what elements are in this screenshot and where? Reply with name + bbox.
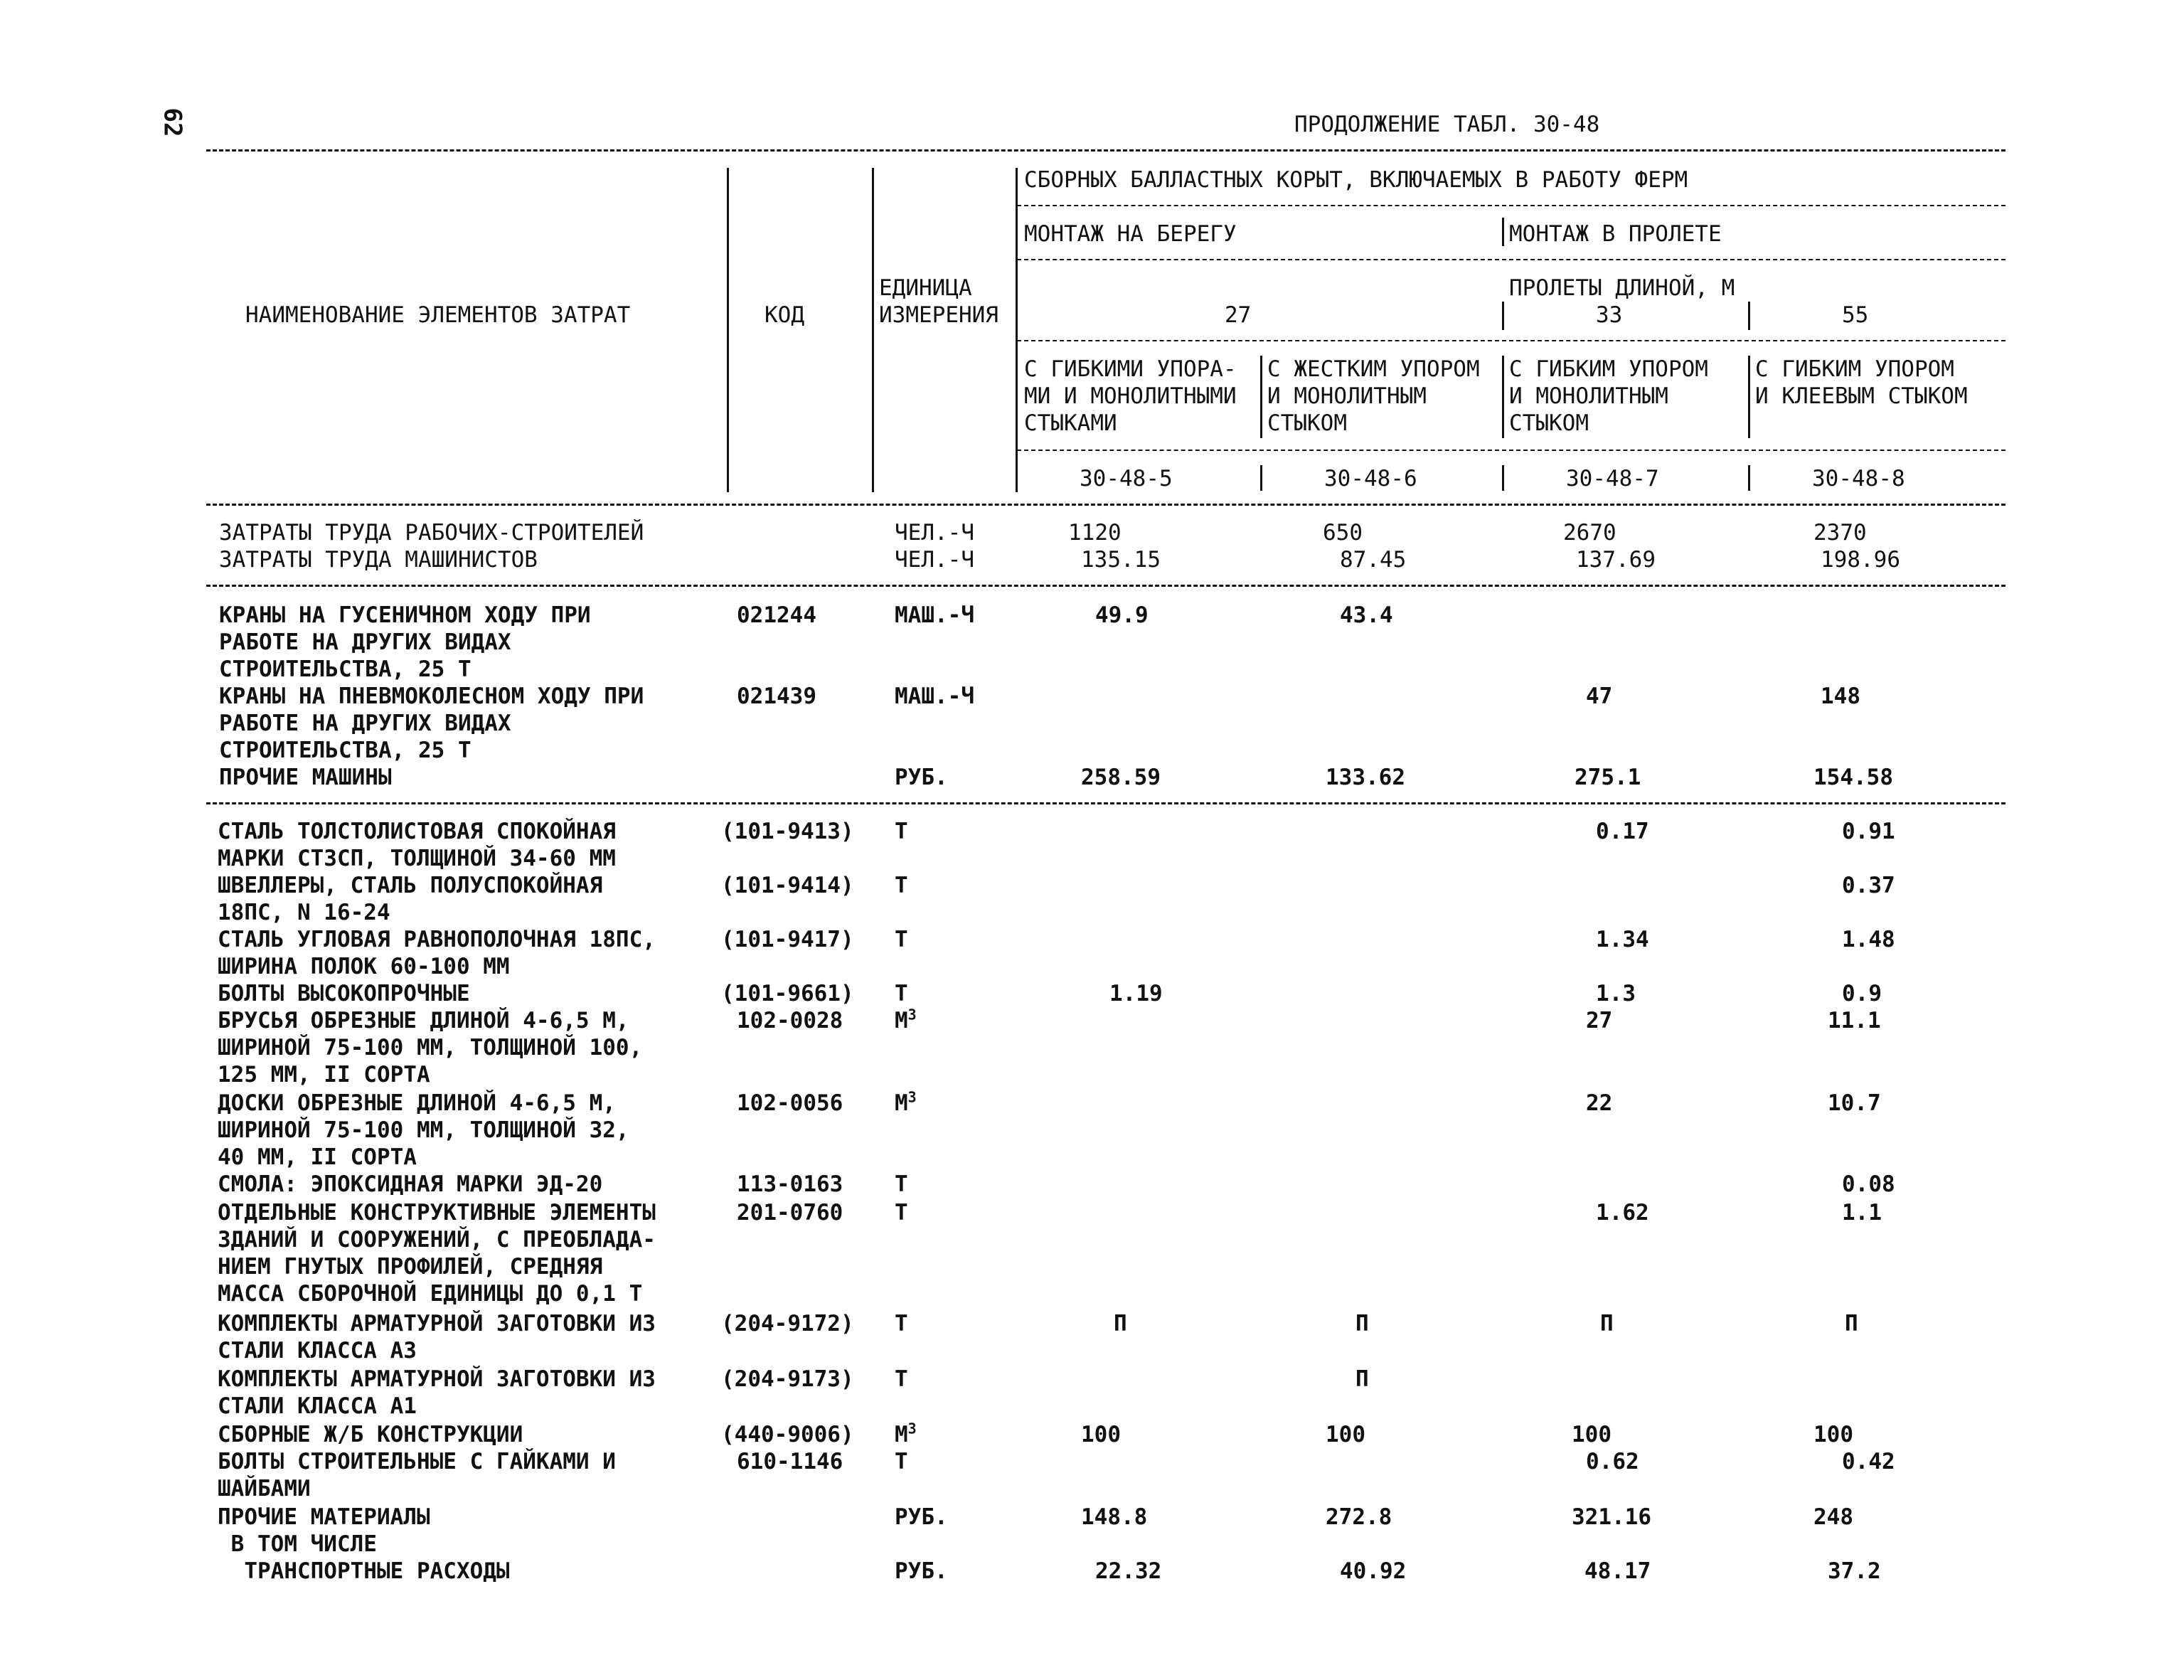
row-code: 102-0028: [737, 1008, 843, 1033]
variant-4-line-2: И КЛЕЕВЫМ СТЫКОМ: [1755, 383, 1968, 409]
row-name-line-2: ШИРИНА ПОЛОК 60-100 ММ: [218, 954, 510, 979]
row-value-2: 133.62: [1326, 765, 1405, 790]
row-value-1: 1.19: [1109, 981, 1163, 1006]
row-name-line-1: КРАНЫ НА ПНЕВМОКОЛЕСНОМ ХОДУ ПРИ: [219, 684, 644, 709]
variant-2-line-1: С ЖЕСТКИМ УПОРОМ: [1267, 356, 1480, 382]
row-value-1: 258.59: [1081, 765, 1161, 790]
row-value-4: 0.91: [1842, 819, 1895, 844]
row-value-3: 27: [1586, 1008, 1613, 1033]
machines-bottom-rule: [206, 802, 2005, 804]
row-value-1: 22.32: [1095, 1558, 1162, 1584]
row-unit: $М^3$: [895, 1420, 917, 1447]
row-name-line-2: В ТОМ ЧИСЛЕ: [218, 1531, 377, 1557]
labor-bottom-rule: [206, 585, 2005, 587]
row-name-line-1: БРУСЬЯ ОБРЕЗНЫЕ ДЛИНОЙ 4-6,5 М,: [218, 1008, 629, 1033]
row-value-3: 100: [1572, 1422, 1612, 1447]
row-name-line-1: ШВЕЛЛЕРЫ, СТАЛЬ ПОЛУСПОКОЙНАЯ: [218, 873, 603, 898]
divider-code-1-2: [1260, 465, 1262, 491]
row-name-line-2: МАРКИ СТ3СП, ТОЛЩИНОЙ 34-60 ММ: [218, 846, 616, 871]
col-code-3: 30-48-7: [1566, 466, 1659, 491]
row-unit: Т: [895, 1449, 908, 1474]
header-unit-col-1: ЕДИНИЦА: [879, 275, 972, 301]
divider-code-3-4: [1748, 465, 1750, 491]
divider-variant-1-2: [1260, 356, 1262, 438]
row-name-line-2: РАБОТЕ НА ДРУГИХ ВИДАХ: [219, 629, 511, 655]
variant-1-line-1: С ГИБКИМИ УПОРА-: [1024, 356, 1237, 382]
row-value-4: 148: [1821, 684, 1860, 709]
row-value-1: П: [1114, 1311, 1127, 1336]
row-value-3: 137.69: [1576, 547, 1656, 573]
row-code: (101-9417): [721, 927, 854, 952]
row-name: ТРАНСПОРТНЫЕ РАСХОДЫ: [218, 1558, 510, 1584]
table-title: ПРОДОЛЖЕНИЕ ТАБЛ. 30-48: [1294, 112, 1600, 137]
row-unit: МАШ.-Ч: [895, 684, 974, 709]
row-unit: Т: [895, 1366, 908, 1392]
row-unit: МАШ.-Ч: [895, 602, 974, 628]
row-name-line-3: 40 ММ, II СОРТА: [218, 1144, 417, 1170]
row-value-4: 1.1: [1842, 1200, 1882, 1226]
row-code: 021439: [737, 684, 816, 709]
row-code: (204-9173): [721, 1366, 854, 1392]
row-unit: РУБ.: [895, 765, 948, 790]
row-value-4: 0.9: [1842, 981, 1882, 1006]
divider-name-code: [727, 168, 729, 492]
variant-2-line-2: И МОНОЛИТНЫМ: [1267, 383, 1427, 409]
row-value-3: 1.3: [1596, 981, 1636, 1006]
row-value-1: 100: [1081, 1422, 1121, 1447]
variant-4-line-1: С ГИБКИМ УПОРОМ: [1755, 356, 1954, 382]
row-name-line-2: РАБОТЕ НА ДРУГИХ ВИДАХ: [219, 711, 511, 736]
row-name-line-1: КОМПЛЕКТЫ АРМАТУРНОЙ ЗАГОТОВКИ ИЗ: [218, 1311, 656, 1336]
header-rule-2: [1017, 259, 2005, 260]
header-len-55: 55: [1842, 302, 1869, 328]
header-len-27: 27: [1225, 302, 1252, 328]
col-code-4: 30-48-8: [1812, 466, 1905, 491]
row-name-line-1: ДОСКИ ОБРЕЗНЫЕ ДЛИНОЙ 4-6,5 М,: [218, 1090, 616, 1116]
row-name-line-1: СТАЛЬ ТОЛСТОЛИСТОВАЯ СПОКОЙНАЯ: [218, 819, 616, 844]
row-value-3: 0.17: [1596, 819, 1649, 844]
row-value-3: 22: [1586, 1090, 1613, 1116]
variant-1-line-3: СТЫКАМИ: [1024, 410, 1117, 436]
variant-2-line-3: СТЫКОМ: [1267, 410, 1347, 436]
row-name: СМОЛА: ЭПОКСИДНАЯ МАРКИ ЭД-20: [218, 1171, 603, 1197]
row-name-line-2: ШАЙБАМИ: [218, 1476, 311, 1501]
row-code: 021244: [737, 602, 816, 628]
variant-1-line-2: МИ И МОНОЛИТНЫМИ: [1024, 383, 1237, 409]
row-value-2: П: [1355, 1366, 1369, 1392]
row-value-4: 11.1: [1828, 1008, 1881, 1033]
divider-shore-span: [1502, 218, 1504, 246]
row-unit: Т: [895, 819, 908, 844]
row-unit: Т: [895, 1171, 908, 1197]
row-value-3: 1.34: [1596, 927, 1649, 952]
row-value-4: 154.58: [1813, 765, 1893, 790]
row-name-line-1: ПРОЧИЕ МАТЕРИАЛЫ: [218, 1504, 430, 1530]
row-value-4: 0.37: [1842, 873, 1895, 898]
row-value-1: 1120: [1068, 520, 1122, 546]
row-name: СБОРНЫЕ Ж/Б КОНСТРУКЦИИ: [218, 1422, 523, 1447]
row-value-2: 40.92: [1340, 1558, 1407, 1584]
row-name-line-1: ОТДЕЛЬНЫЕ КОНСТРУКТИВНЫЕ ЭЛЕМЕНТЫ: [218, 1200, 656, 1226]
row-name-line-2: ЗДАНИЙ И СООРУЖЕНИЙ, С ПРЕОБЛАДА-: [218, 1227, 656, 1253]
row-value-1: 49.9: [1095, 602, 1149, 628]
row-value-2: 43.4: [1340, 602, 1393, 628]
row-name: БОЛТЫ ВЫСОКОПРОЧНЫЕ: [218, 981, 470, 1006]
row-name-line-1: БОЛТЫ СТРОИТЕЛЬНЫЕ С ГАЙКАМИ И: [218, 1449, 616, 1474]
row-name-line-3: СТРОИТЕЛЬСТВА, 25 Т: [219, 656, 472, 682]
row-code: (101-9413): [721, 819, 854, 844]
row-code: 201-0760: [737, 1200, 843, 1226]
variant-3-line-3: СТЫКОМ: [1509, 410, 1589, 436]
row-value-3: 47: [1586, 684, 1613, 709]
row-unit: ЧЕЛ.-Ч: [895, 547, 974, 573]
row-value-3: 2670: [1563, 520, 1616, 546]
row-value-2: 100: [1326, 1422, 1365, 1447]
row-name-line-2: СТАЛИ КЛАССА А3: [218, 1338, 417, 1363]
header-unit-col-2: ИЗМЕРЕНИЯ: [879, 302, 998, 328]
row-value-3: 321.16: [1572, 1504, 1651, 1530]
row-value-3: 0.62: [1586, 1449, 1639, 1474]
row-name-line-1: КРАНЫ НА ГУСЕНИЧНОМ ХОДУ ПРИ: [219, 602, 591, 628]
row-value-4: 37.2: [1828, 1558, 1881, 1584]
row-name: ПРОЧИЕ МАШИНЫ: [219, 765, 392, 790]
row-name-line-2: ШИРИНОЙ 75-100 ММ, ТОЛЩИНОЙ 100,: [218, 1035, 643, 1060]
row-code: 610-1146: [737, 1449, 843, 1474]
header-shore: МОНТАЖ НА БЕРЕГУ: [1024, 221, 1237, 247]
divider-33-55: [1748, 302, 1750, 330]
row-value-1: 148.8: [1081, 1504, 1148, 1530]
row-unit: Т: [895, 1311, 908, 1336]
variant-3-line-2: И МОНОЛИТНЫМ: [1509, 383, 1668, 409]
header-span-lengths: ПРОЛЕТЫ ДЛИНОЙ, М: [1509, 275, 1735, 301]
divider-variant-2-3: [1502, 356, 1504, 438]
header-rule-3: [1017, 340, 2005, 341]
row-code: (440-9006): [721, 1422, 854, 1447]
row-value-3: П: [1600, 1311, 1614, 1336]
row-name-line-3: СТРОИТЕЛЬСТВА, 25 Т: [219, 738, 472, 763]
row-unit: Т: [895, 1200, 908, 1226]
divider-variant-3-4: [1748, 356, 1750, 438]
page-number: 62: [158, 107, 187, 137]
row-code: 102-0056: [737, 1090, 843, 1116]
divider-27-33: [1502, 302, 1504, 330]
row-unit: Т: [895, 927, 908, 952]
row-unit: РУБ.: [895, 1558, 948, 1584]
divider-unit-values: [1016, 168, 1018, 492]
row-name: ЗАТРАТЫ ТРУДА МАШИНИСТОВ: [219, 547, 538, 573]
row-value-4: 10.7: [1828, 1090, 1881, 1116]
col-code-1: 30-48-5: [1080, 466, 1173, 491]
header-span: МОНТАЖ В ПРОЛЕТЕ: [1509, 221, 1722, 247]
row-code: 113-0163: [737, 1171, 843, 1197]
row-value-2: 650: [1323, 520, 1363, 546]
row-name-line-3: 125 ММ, II СОРТА: [218, 1062, 430, 1088]
row-unit: ЧЕЛ.-Ч: [895, 520, 974, 546]
row-code: (204-9172): [721, 1311, 854, 1336]
row-value-3: 1.62: [1596, 1200, 1649, 1226]
header-name-col: НАИМЕНОВАНИЕ ЭЛЕМЕНТОВ ЗАТРАТ: [245, 302, 631, 328]
row-value-4: 198.96: [1821, 547, 1900, 573]
row-value-4: 1.48: [1842, 927, 1895, 952]
row-code: (101-9414): [721, 873, 854, 898]
header-len-33: 33: [1596, 302, 1623, 328]
row-name: ЗАТРАТЫ ТРУДА РАБОЧИХ-СТРОИТЕЛЕЙ: [219, 520, 644, 546]
row-value-4: 248: [1813, 1504, 1853, 1530]
header-rule-1: [1017, 205, 2005, 206]
divider-code-unit: [872, 168, 874, 492]
row-value-4: П: [1845, 1311, 1858, 1336]
row-unit: РУБ.: [895, 1504, 948, 1530]
row-name-line-3: НИЕМ ГНУТЫХ ПРОФИЛЕЙ, СРЕДНЯЯ: [218, 1254, 603, 1280]
row-value-2: П: [1355, 1311, 1369, 1336]
row-value-3: 48.17: [1584, 1558, 1651, 1584]
header-rule-4: [1017, 450, 2005, 451]
row-value-4: 0.08: [1842, 1171, 1895, 1197]
row-unit: Т: [895, 981, 908, 1006]
row-name-line-2: ШИРИНОЙ 75-100 ММ, ТОЛЩИНОЙ 32,: [218, 1117, 629, 1143]
row-unit: $М^3$: [895, 1088, 917, 1116]
variant-3-line-1: С ГИБКИМ УПОРОМ: [1509, 356, 1708, 382]
row-name-line-1: СТАЛЬ УГЛОВАЯ РАВНОПОЛОЧНАЯ 18ПС,: [218, 927, 656, 952]
row-unit: $М^3$: [895, 1006, 917, 1033]
row-name-line-2: СТАЛИ КЛАССА А1: [218, 1393, 417, 1419]
row-unit: Т: [895, 873, 908, 898]
row-name-line-4: МАССА СБОРОЧНОЙ ЕДИНИЦЫ ДО 0,1 Т: [218, 1281, 643, 1307]
row-value-4: 2370: [1813, 520, 1867, 546]
row-value-2: 87.45: [1340, 547, 1407, 573]
row-value-3: 275.1: [1575, 765, 1641, 790]
row-code: (101-9661): [721, 981, 854, 1006]
header-code-col: КОД: [765, 302, 804, 328]
header-bottom-rule: [206, 504, 2005, 506]
table-top-rule: [206, 149, 2005, 151]
row-value-2: 272.8: [1326, 1504, 1392, 1530]
divider-code-2-3: [1502, 465, 1504, 491]
row-name-line-2: 18ПС, N 16-24: [218, 900, 390, 925]
row-value-4: 0.42: [1842, 1449, 1895, 1474]
col-code-2: 30-48-6: [1324, 466, 1417, 491]
row-value-4: 100: [1813, 1422, 1853, 1447]
row-value-1: 135.15: [1081, 547, 1161, 573]
header-group: СБОРНЫХ БАЛЛАСТНЫХ КОРЫТ, ВКЛЮЧАЕМЫХ В РАБОТУ ФЕРМ: [1024, 167, 1688, 193]
row-name-line-1: КОМПЛЕКТЫ АРМАТУРНОЙ ЗАГОТОВКИ ИЗ: [218, 1366, 656, 1392]
